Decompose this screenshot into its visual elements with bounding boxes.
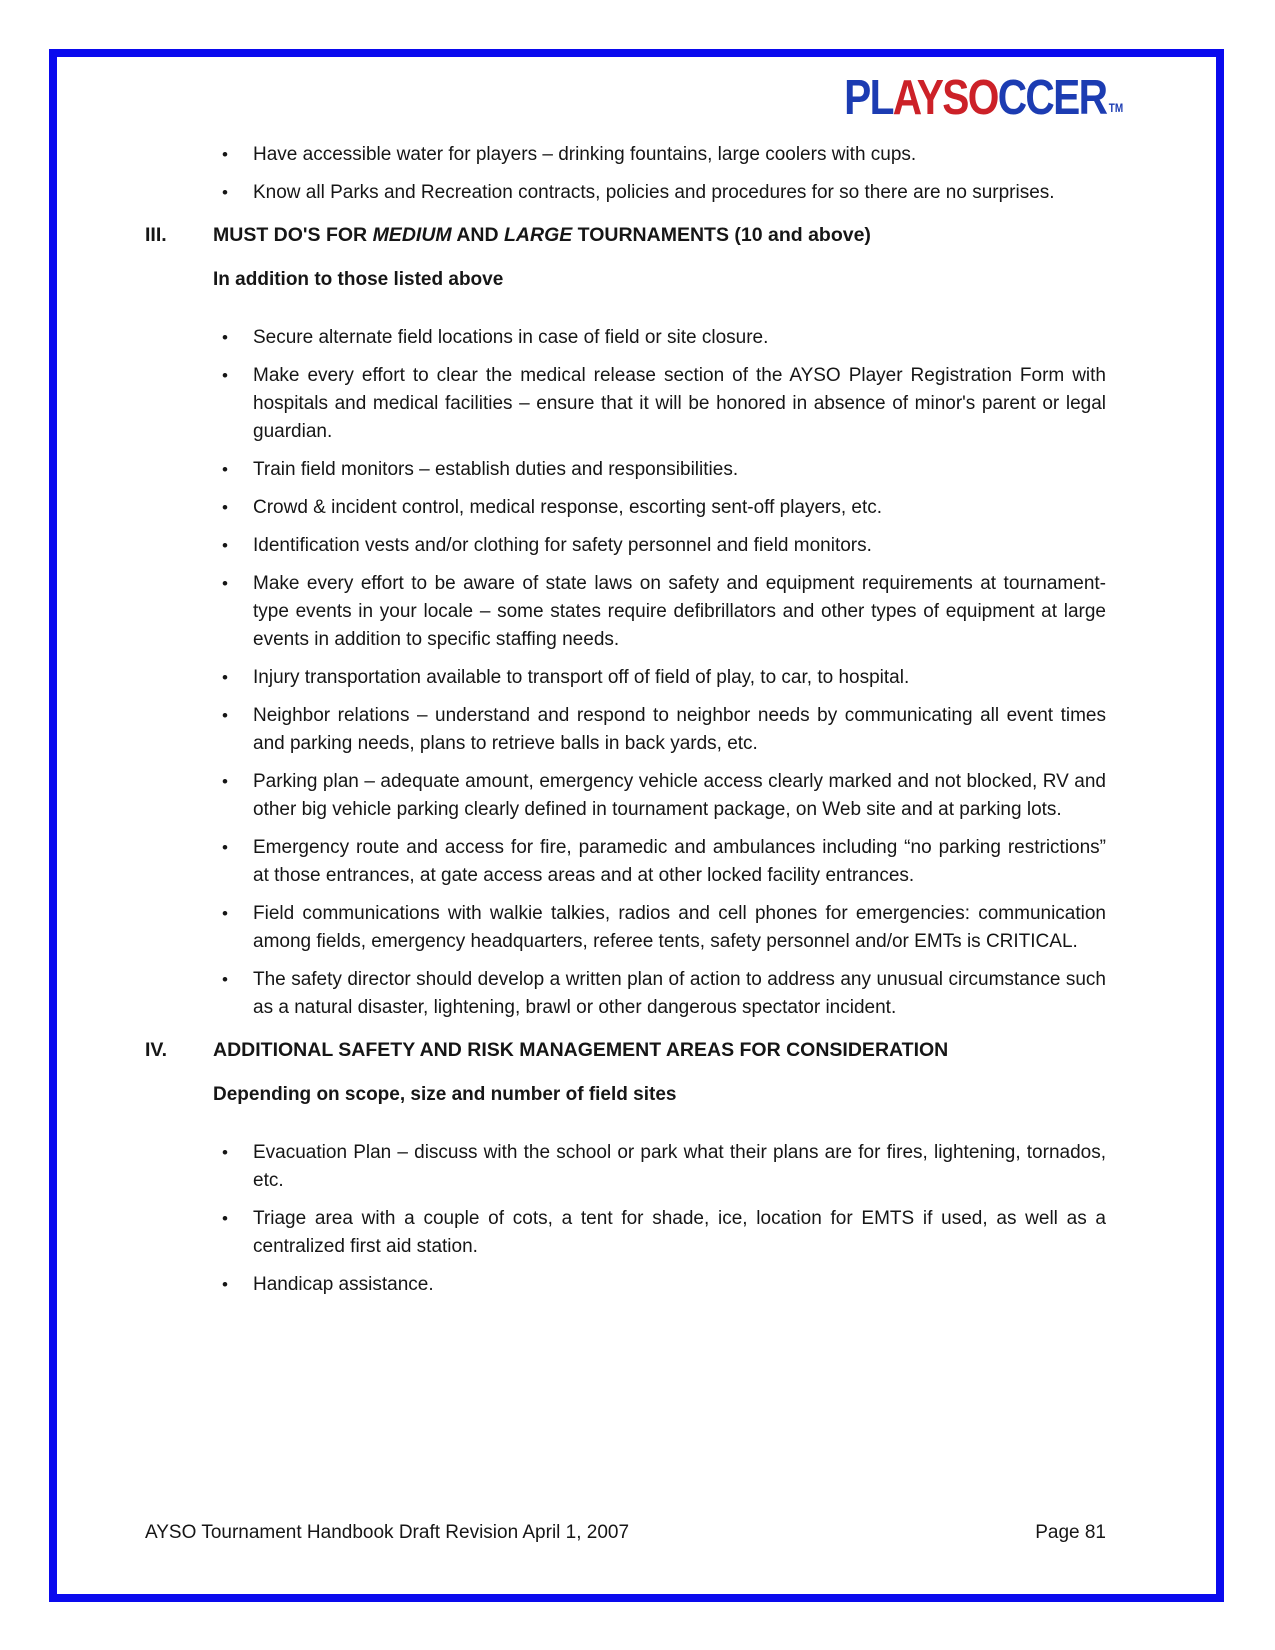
section-subtitle: In addition to those listed above	[213, 269, 504, 290]
list-item	[145, 362, 1106, 446]
bullet-icon: •	[222, 574, 228, 593]
bullet-text: Evacuation Plan – discuss with the school or park what their plans are for fires, lightening, tornados, etc.	[253, 1142, 1106, 1191]
bullet-text: Make every effort to clear the medical release section of the AYSO Player Registration Form with hospitals and medical facilities – ensure that it will be honored in absence of minor's parent or legal guardian.	[253, 365, 1106, 442]
section-bullet-list	[145, 324, 1106, 1022]
bullet-icon: •	[222, 183, 228, 202]
bullet-icon: •	[222, 460, 228, 479]
document-section	[145, 221, 1106, 1022]
logo-segment: PL	[843, 71, 893, 125]
sections	[145, 221, 1106, 1299]
bullet-text: Parking plan – adequate amount, emergency vehicle access clearly marked and not blocked, RV and other big vehicle parking clearly defined in tournament package, on Web site and at parking lots.	[253, 771, 1106, 820]
list-item	[145, 494, 1106, 522]
bullet-icon: •	[222, 1209, 228, 1228]
document-section	[145, 1036, 1106, 1299]
section-heading	[145, 221, 1106, 249]
bullet-text: Make every effort to be aware of state laws on safety and equipment requirements at tournament-type events in your locale – some states require defibrillators and other types of equipment at large events in addition to specific staffing needs.	[253, 573, 1106, 650]
title-part: MEDIUM	[372, 224, 452, 246]
logo-text	[843, 71, 1123, 125]
title-part: ADDITIONAL SAFETY AND RISK MANAGEMENT AREAS FOR CONSIDERATION	[213, 1039, 949, 1061]
list-item	[145, 1205, 1106, 1261]
intro-bullet-list	[145, 141, 1106, 207]
section-numeral: III.	[145, 224, 167, 246]
list-item	[145, 966, 1106, 1022]
bullet-icon: •	[222, 706, 228, 725]
list-item	[145, 1271, 1106, 1299]
bullet-text: Identification vests and/or clothing for safety personnel and field monitors.	[253, 535, 872, 556]
logo-tm-label: TM	[1108, 101, 1123, 115]
bullet-text: Have accessible water for players – drinking fountains, large coolers with cups.	[253, 144, 917, 165]
list-item	[145, 456, 1106, 484]
bullet-text: The safety director should develop a written plan of action to address any unusual circumstance such as a natural disaster, lightening, brawl or other dangerous spectator incident.	[253, 969, 1106, 1018]
list-item	[145, 834, 1106, 890]
bullet-icon: •	[222, 145, 228, 164]
section-title	[213, 221, 1106, 249]
bullet-text: Triage area with a couple of cots, a tent for shade, ice, location for EMTS if used, as well as a centralized first aid station.	[253, 1208, 1106, 1257]
section-numeral: IV.	[145, 1039, 168, 1061]
bullet-text: Crowd & incident control, medical response, escorting sent-off players, etc.	[253, 497, 883, 518]
list-item	[145, 179, 1106, 207]
title-part: MUST DO'S FOR	[213, 224, 373, 246]
title-part: LARGE	[504, 224, 573, 246]
bullet-text: Know all Parks and Recreation contracts, policies and procedures for so there are no surprises.	[253, 182, 1055, 203]
list-item	[145, 1139, 1106, 1195]
bullet-text: Handicap assistance.	[253, 1274, 434, 1295]
logo-segments	[844, 71, 1106, 125]
bullet-icon: •	[222, 366, 228, 385]
logo-segment: AYSO	[892, 71, 998, 125]
title-part: TOURNAMENTS (10 and above)	[572, 224, 871, 246]
bullet-icon: •	[222, 1275, 228, 1294]
section-subtitle: Depending on scope, size and number of field sites	[213, 1084, 677, 1105]
section-title	[213, 1036, 1106, 1064]
bullet-text: Neighbor relations – understand and respond to neighbor needs by communicating all event times and parking needs, plans to retrieve balls in back yards, etc.	[253, 705, 1106, 754]
bullet-icon: •	[222, 970, 228, 989]
list-item	[145, 768, 1106, 824]
list-item	[145, 141, 1106, 169]
bullet-icon: •	[222, 772, 228, 791]
bullet-icon: •	[222, 1143, 228, 1162]
bullet-icon: •	[222, 536, 228, 555]
footer-page-number: Page 81	[1035, 1522, 1106, 1543]
section-heading	[145, 1036, 1106, 1064]
bullet-text: Secure alternate field locations in case of field or site closure.	[253, 327, 769, 348]
bullet-text: Field communications with walkie talkies, radios and cell phones for emergencies: communication among fields, emergency headquarters, referee tents, safety personnel and/or EMTs is CRITICAL.	[253, 903, 1106, 952]
bullet-icon: •	[222, 838, 228, 857]
bullet-text: Injury transportation available to transport off of field of play, to car, to hospital.	[253, 667, 910, 688]
list-item	[145, 702, 1106, 758]
logo-segment: CCER	[997, 71, 1107, 125]
bullet-text: Train field monitors – establish duties and responsibilities.	[253, 459, 739, 480]
bullet-icon: •	[222, 904, 228, 923]
logo	[787, 71, 1123, 125]
footer-left-text: AYSO Tournament Handbook Draft Revision April 1, 2007	[145, 1522, 630, 1543]
document-content	[145, 141, 1106, 1309]
title-part: AND	[451, 224, 504, 246]
bullet-icon: •	[222, 668, 228, 687]
list-item	[145, 324, 1106, 352]
list-item	[145, 532, 1106, 560]
section-bullet-list	[145, 1139, 1106, 1299]
page-footer	[145, 1522, 1106, 1544]
list-item	[145, 570, 1106, 654]
bullet-icon: •	[222, 328, 228, 347]
bullet-icon: •	[222, 498, 228, 517]
list-item	[145, 900, 1106, 956]
bullet-text: Emergency route and access for fire, paramedic and ambulances including “no parking restrictions” at those entrances, at gate access areas and at other locked facility entrances.	[253, 837, 1106, 886]
list-item	[145, 664, 1106, 692]
